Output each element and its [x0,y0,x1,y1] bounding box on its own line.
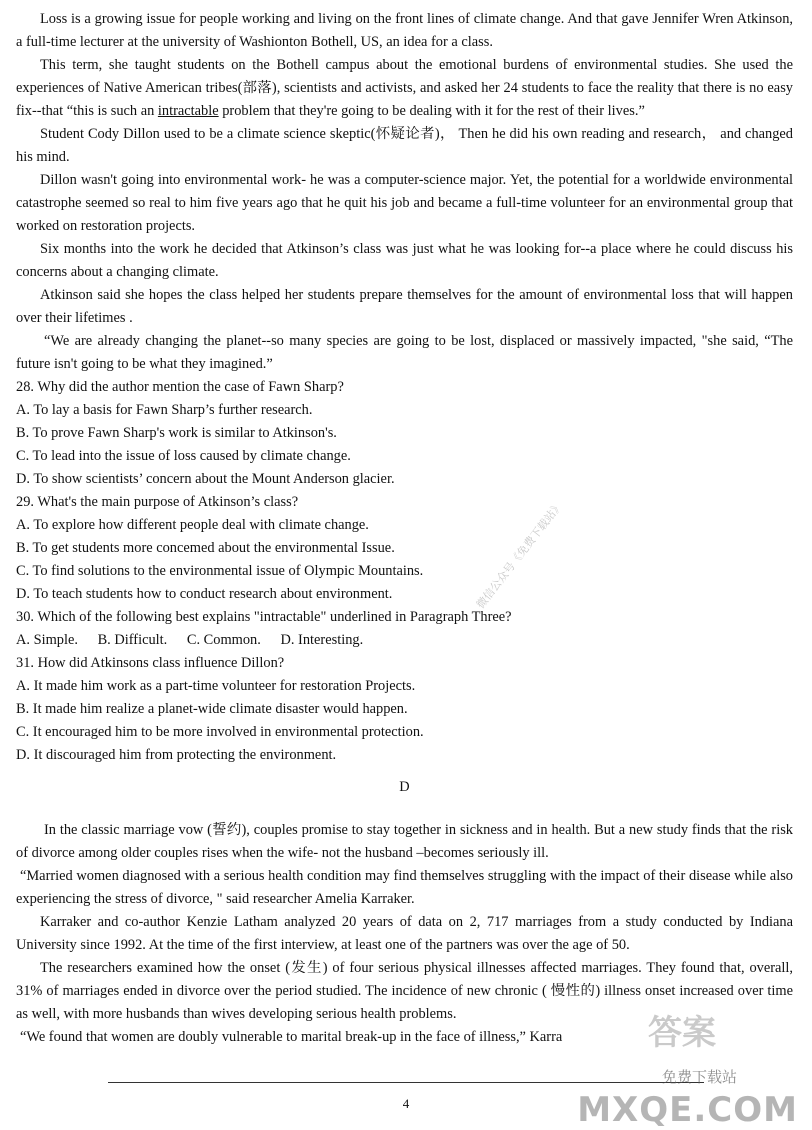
option: B. To get students more concemed about the environmental Issue. [16,540,395,556]
option: B. To prove Fawn Sharp's work is similar to Atkinson's. [16,425,337,441]
question-stem: 29. What's the main purpose of Atkinson’s class? [16,494,299,510]
question-stem: 31. How did Atkinsons class influence Dillon? [16,655,285,671]
option: C. It encouraged him to be more involved in environmental protection. [16,724,424,740]
option-row [16,629,793,652]
option: A. It made him work as a part-time volunteer for restoration Projects. [16,678,416,694]
passage-c-p3: Student Cody Dillon used to be a climate science skeptic(怀疑论者)， Then he did his own reading and research， and changed his mind. [16,126,793,165]
option: B. Difficult. [97,632,168,648]
passage-d-p2: “Married women diagnosed with a serious health condition may find themselves struggling with the impact of their disease while also experiencing the stress of divorce, " said researcher Amelia Karraker. [16,868,793,907]
option: A. To explore how different people deal with climate change. [16,517,369,533]
diagonal-watermark: 微信公众号《免费下载站》 [473,499,566,612]
passage-d-p5: “We found that women are doubly vulnerable to marital break-up in the face of illness,” Karra [20,1029,563,1045]
passage-c-p7: “We are already changing the planet--so many species are going to be lost, displaced or massively impacted, "she said, “The future isn't going to be what they imagined.” [16,333,793,372]
passage-c-p2 [16,54,793,123]
option: D. To show scientists’ concern about the Mount Anderson glacier. [16,471,395,487]
page-content [16,8,793,1053]
question-28 [16,376,793,491]
p2-text-after: problem that they're going to be dealing with it for the rest of their lives.” [218,103,645,119]
passage-c-p1: Loss is a growing issue for people working and living on the front lines of climate change. And that gave Jennifer Wren Atkinson, a full-time lecturer at the university of Washionton Bothell, US, an idea for a class. [16,11,793,50]
logo-big-text: MXQE.COM [577,1090,798,1130]
option: D. To teach students how to conduct research about environment. [16,586,393,602]
passage-c-p4: Dillon wasn't going into environmental work- he was a computer-science major. Yet, the potential for a worldwide environmental catastrophe seemed so real to him five years ago that he quit his job and became a full-time volunteer for an environmental group that worked on restoration projects. [16,172,793,234]
logo-mid-text: 答案 [648,1013,716,1053]
option: A. Simple. [16,632,78,648]
option: C. To lead into the issue of loss caused by climate change. [16,448,351,464]
section-d-label: D [399,779,410,795]
passage-d-p3: Karraker and co-author Kenzie Latham analyzed 20 years of data on 2, 717 marriages from a study conducted by Indiana University since 1992. At the time of the first interview, at least one of the partners was over the age of 50. [16,914,793,953]
underlined-word: intractable [157,103,219,119]
option: A. To lay a basis for Fawn Sharp’s further research. [16,402,313,418]
option: C. To find solutions to the environmental issue of Olympic Mountains. [16,563,424,579]
option: B. It made him realize a planet-wide climate disaster would happen. [16,701,408,717]
passage-c-p5: Six months into the work he decided that Atkinson’s class was just what he was looking for--a place where he could discuss his concerns about a changing climate. [16,241,793,280]
question-29 [16,491,793,606]
question-30 [16,606,793,652]
question-stem: 30. Which of the following best explains "intractable" underlined in Paragraph Three? [16,609,512,625]
option: C. Common. [186,632,261,648]
passage-c-p6: Atkinson said she hopes the class helped her students prepare themselves for the amount of environmental loss that will happen over their lifetimes . [16,287,793,326]
question-31 [16,652,793,767]
logo-small-text: 免费下载站 [662,1068,738,1086]
option: D. Interesting. [280,632,364,648]
option: D. It discouraged him from protecting the environment. [16,747,337,763]
question-stem: 28. Why did the author mention the case of Fawn Sharp? [16,379,344,395]
site-logo-watermark [577,1013,804,1130]
passage-d-p1: In the classic marriage vow (誓约), couples promise to stay together in sickness and in health. But a new study finds that the risk of divorce among older couples rises when the wife- not the husband –becomes seriously ill. [16,822,793,861]
passage-d-p4: The researchers examined how the onset (发生) of four serious physical illnesses affected marriages. They found that, overall, 31% of marriages ended in divorce over the period studied. The incidence of new chronic ( 慢性的) illness onset increased over time as well, with more husbands than wives developing serious health problems. [16,960,793,1022]
p2-text-before: This term, she taught students on the Bothell campus about the emotional burdens of environmental studies. She used the experiences of Native American tribes(部落), scientists and activists, and asked her 24 students to face the reality that there is no easy fix--that “this is such an [16,57,793,119]
page-number: 4 [402,1096,410,1111]
